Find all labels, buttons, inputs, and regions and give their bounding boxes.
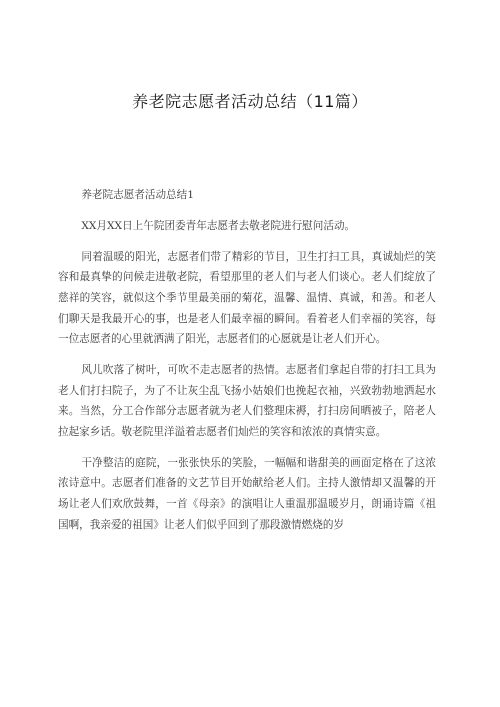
- paragraph: 干净整洁的庭院，一张张快乐的笑脸，一幅幅和谐甜美的画面定格在了这浓浓诗意中。志愿者们准备的文艺节目开始献给老人们。主持人激情却又温馨的开场让老人们欢欣鼓舞，一首《母亲》的演唱让人重温那温暖岁月，朗诵诗篇《祖国啊，我亲爱的祖国》让老人们似乎回到了那段激情燃烧的岁: [58, 456, 436, 531]
- paragraph: 风儿吹落了树叶，可吹不走志愿者的热情。志愿者们拿起自带的打扫工具为老人们打扫院子，为了不让灰尘乱飞扬小姑娘们也挽起衣袖，兴致勃勃地洒起水来。当然，分工合作部分志愿者就为老人们整理床褥，打扫房间晒被子，陪老人拉起家乡话。敬老院里洋溢着志愿者们灿烂的笑容和浓浓的真情实意。: [58, 364, 436, 438]
- paragraph: XX月XX日上午院团委青年志愿者去敬老院进行慰问活动。: [81, 219, 356, 232]
- document-title: 养老院志愿者活动总结（11篇）: [132, 92, 368, 111]
- section-heading: 养老院志愿者活动总结1: [81, 189, 194, 201]
- document-body: [58, 185, 436, 545]
- paragraph: 同着温暖的阳光，志愿者们带了精彩的节目，卫生打扫工具，真诚灿烂的笑容和最真挚的问候走进敬老院，看望那里的老人们与老人们谈心。老人们绽放了慈祥的笑容，就似这个季节里最美丽的菊花，温馨、温情、真诚，和善。和老人们聊天是我最开心的事，也是老人们最幸福的瞬间。看着老人们幸福的笑容，每一位志愿者的心里就洒满了阳光，志愿者们的心愿就是让老人们开心。: [58, 250, 436, 346]
